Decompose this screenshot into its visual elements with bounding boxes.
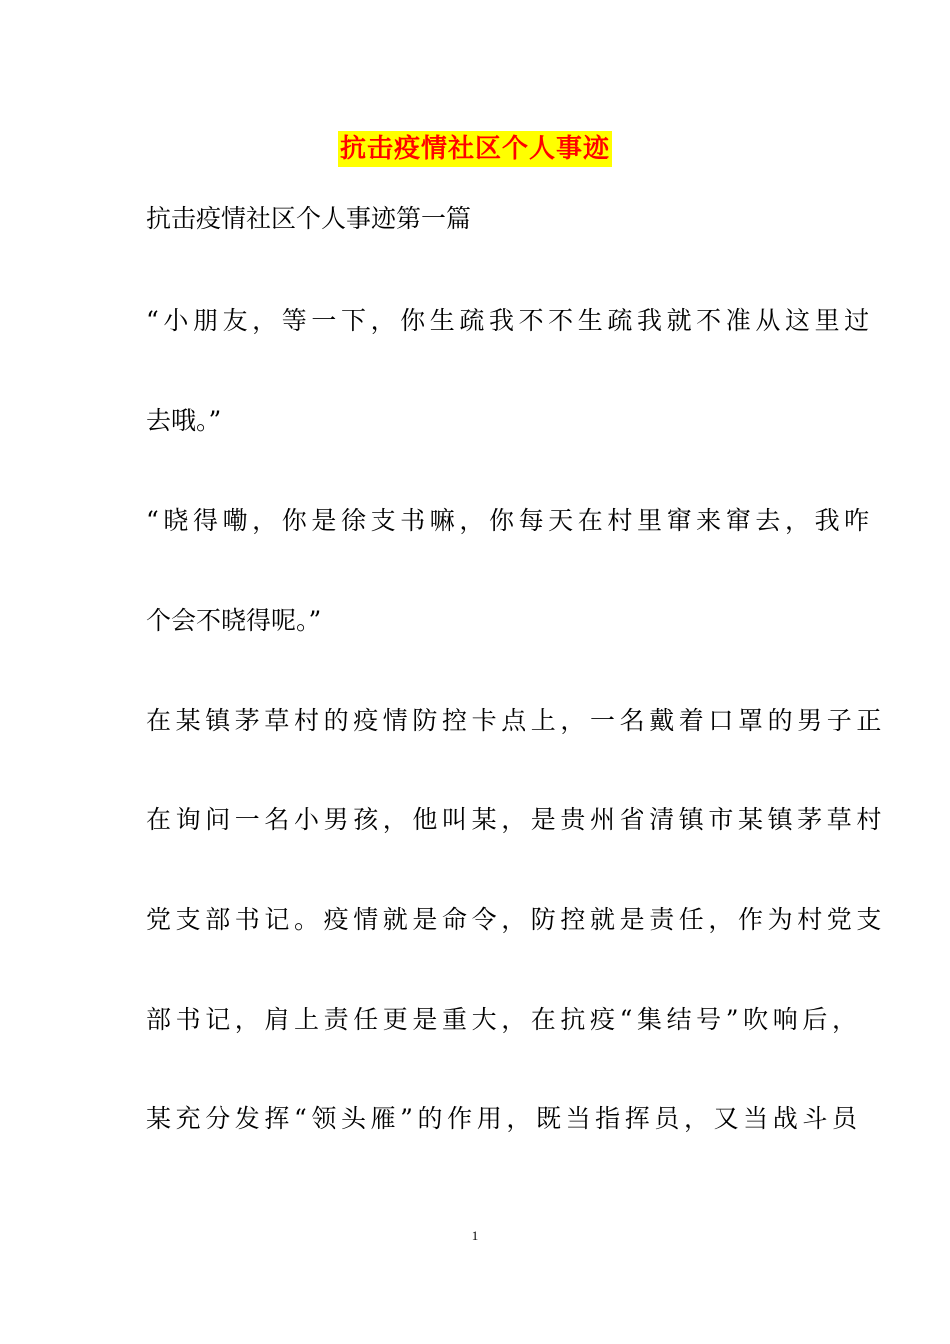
paragraph-line: 党支部书记。疫情就是命令，防控就是责任，作为村党支 xyxy=(146,905,887,934)
paragraph-line: 部书记，肩上责任更是重大，在抗疫“集结号”吹响后， xyxy=(146,1005,862,1034)
paragraph-line: 在某镇茅草村的疫情防控卡点上，一名戴着口罩的男子正 xyxy=(146,706,887,735)
paragraph-line: 去哦。” xyxy=(146,406,222,435)
section-heading: 抗击疫情社区个人事迹第一篇 xyxy=(146,204,472,233)
paragraph-line: “小朋友，等一下，你生疏我不不生疏我就不准从这里过 xyxy=(146,306,874,335)
document-title-text: 抗击疫情社区个人事迹 xyxy=(338,131,612,167)
document-title xyxy=(0,131,950,172)
paragraph-line: “晓得嘞，你是徐支书嘛，你每天在村里窜来窜去，我咋 xyxy=(146,506,874,535)
paragraph-line: 某充分发挥“领头雁”的作用，既当指挥员，又当战斗员 xyxy=(146,1104,862,1133)
page-number: 1 xyxy=(471,1228,479,1243)
paragraph-line: 个会不晓得呢。” xyxy=(146,606,322,635)
paragraph-line: 在询问一名小男孩，他叫某，是贵州省清镇市某镇茅草村 xyxy=(146,805,887,834)
